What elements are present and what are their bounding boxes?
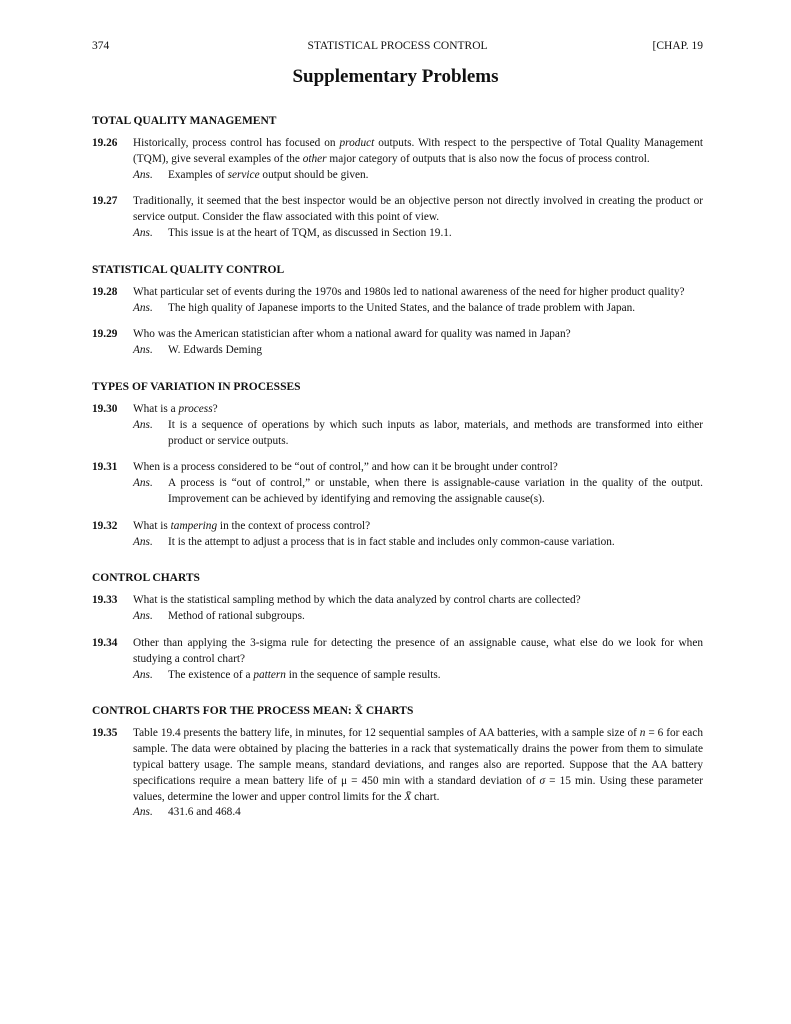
- answer-label: Ans.: [133, 418, 153, 431]
- section-sqc: [92, 262, 703, 359]
- answer-label: Ans.: [133, 610, 153, 623]
- problem-number: 19.29: [92, 328, 118, 341]
- problem-number: 19.27: [92, 195, 118, 208]
- problem-question: When is a process considered to be “out of control,” and how can it be brought under control?: [133, 461, 558, 474]
- problem-number: 19.34: [92, 636, 118, 649]
- answer-label: Ans.: [133, 344, 153, 357]
- problem-question: Who was the American statistician after whom a national award for quality was named in Japan?: [133, 328, 571, 341]
- answer-label: Ans.: [133, 806, 153, 819]
- running-title: STATISTICAL PROCESS CONTROL: [307, 40, 488, 52]
- page-number: 374: [92, 40, 110, 52]
- problem-question: What particular set of events during the 1970s and 1980s led to national awareness of the need for higher product quality?: [133, 285, 685, 298]
- section-heading: CONTROL CHARTS FOR THE PROCESS MEAN: X̄ CHARTS: [92, 705, 414, 718]
- problem-19-29: [92, 327, 703, 359]
- problem-number: 19.26: [92, 137, 118, 149]
- answer-label: Ans.: [133, 226, 153, 239]
- problem-number: 19.28: [92, 285, 118, 298]
- problem-19-32: [92, 519, 703, 551]
- problem-answer: Ans. It is a sequence of operations by which such inputs as labor, materials, and methods are transformed into either product or service outputs.: [133, 418, 703, 447]
- problem-number: 19.35: [92, 727, 118, 740]
- page-title: Supplementary Problems: [292, 66, 499, 87]
- section-types-of-variation: [92, 379, 703, 550]
- problem-19-34: [92, 636, 703, 683]
- problem-19-35: [92, 726, 703, 821]
- problem-number: 19.32: [92, 519, 118, 532]
- section-xbar-charts: [92, 703, 703, 821]
- section-heading: TYPES OF VARIATION IN PROCESSES: [92, 380, 301, 393]
- problem-answer: Ans. It is the attempt to adjust a process that is in fact stable and includes only common-cause variation.: [133, 535, 703, 551]
- problem-question: Traditionally, it seemed that the best inspector would be an objective person not directly involved in creating the product or service output. Consider the flaw associated with this point of view.: [133, 195, 703, 224]
- problem-question: Table 19.4 presents the battery life, in minutes, for 12 sequential samples of AA batteries, with a sample size of n = 6 for each sample. The data were obtained by placing the batteries in a rack that systematically drains the power from them to simulate typical battery usage. The sample means, standard deviations, and ranges also are reported. Suppose that the AA battery specifications require a mean battery life of μ = 450 min with a standard deviation of σ = 15 min. Using these parameter values, determine the lower and upper control limits for the X̄ chart.: [133, 727, 703, 803]
- problem-answer: Ans. W. Edwards Deming: [133, 343, 703, 359]
- problem-question: Historically, process control has focused on product outputs. With respect to the perspective of Total Quality Management (TQM), give several examples of the other major category of outputs that is also now the focus of process control.: [133, 137, 703, 165]
- section-heading: TOTAL QUALITY MANAGEMENT: [92, 115, 277, 127]
- problem-number: 19.31: [92, 461, 118, 474]
- problem-19-30: [92, 402, 703, 449]
- problem-answer: Ans. A process is “out of control,” or unstable, when there is assignable-cause variation in the quality of the output. Improvement can be achieved by identifying and removing the assignable cause(s).: [133, 477, 703, 505]
- answer-label: Ans.: [133, 477, 153, 490]
- problem-answer: Ans. The existence of a pattern in the sequence of sample results.: [133, 668, 703, 684]
- problem-answer: Ans. This issue is at the heart of TQM, as discussed in Section 19.1.: [133, 226, 703, 242]
- problem-question: What is tampering in the context of process control?: [133, 519, 371, 532]
- answer-label: Ans.: [133, 168, 153, 181]
- section-heading: STATISTICAL QUALITY CONTROL: [92, 263, 285, 276]
- section-control-charts: [92, 570, 703, 683]
- answer-label: Ans.: [133, 668, 153, 681]
- problem-question: What is a process?: [133, 402, 218, 415]
- problem-number: 19.33: [92, 594, 118, 607]
- problem-19-26: [92, 136, 703, 183]
- problem-answer: Ans. Examples of service output should be given.: [133, 168, 703, 184]
- chapter-label: [CHAP. 19: [652, 40, 703, 52]
- running-header: [92, 40, 703, 56]
- problem-19-31: [92, 460, 703, 507]
- problem-answer: Ans. 431.6 and 468.4: [133, 805, 703, 821]
- problem-19-28: [92, 285, 703, 317]
- problem-19-27: [92, 194, 703, 241]
- answer-label: Ans.: [133, 535, 153, 548]
- section-tqm: [92, 113, 703, 242]
- answer-label: Ans.: [133, 301, 153, 314]
- problem-question: What is the statistical sampling method by which the data analyzed by control charts are collected?: [133, 594, 581, 607]
- problems-content: [92, 113, 703, 841]
- problem-answer: Ans. The high quality of Japanese imports to the United States, and the balance of trade problem with Japan.: [133, 301, 703, 317]
- problem-19-33: [92, 593, 703, 625]
- problem-question: Other than applying the 3-sigma rule for detecting the presence of an assignable cause, what else do we look for when studying a control chart?: [133, 636, 703, 665]
- problem-answer: Ans. Method of rational subgroups.: [133, 609, 703, 625]
- section-heading: CONTROL CHARTS: [92, 572, 200, 585]
- problem-number: 19.30: [92, 402, 118, 415]
